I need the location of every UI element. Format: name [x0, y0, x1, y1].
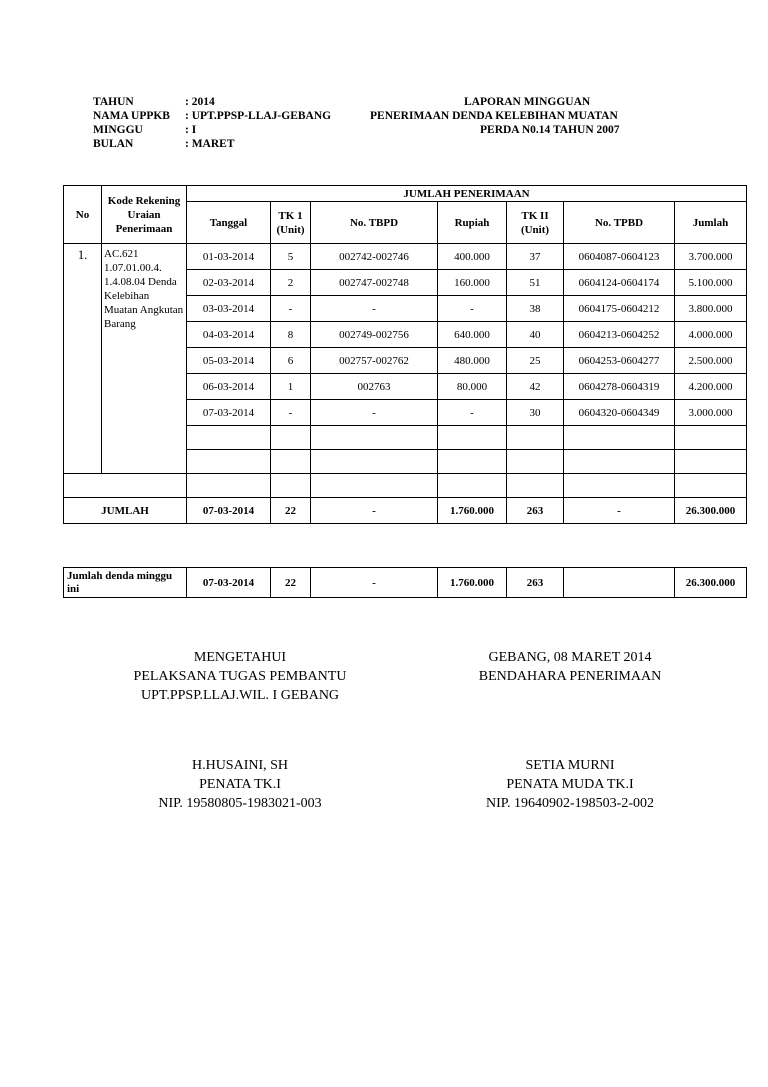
sig-left-pangkat: PENATA TK.I — [199, 777, 281, 792]
summary-label: Jumlah denda minggu ini — [64, 568, 187, 598]
signature-right-header — [420, 648, 720, 686]
total-tanggal: 07-03-2014 — [187, 498, 271, 524]
row-no: 1. — [64, 244, 102, 474]
penerimaan-table — [63, 185, 747, 524]
cell-tpbd: 0604175-0604212 — [564, 296, 675, 322]
cell-jumlah: 3.800.000 — [675, 296, 747, 322]
cell-rupiah: 80.000 — [438, 374, 507, 400]
report-title-line3: PERDA N0.14 TAHUN 2007 — [480, 124, 620, 136]
summary-table — [63, 567, 747, 598]
cell-tk1: 2 — [271, 270, 311, 296]
value-minggu: : I — [185, 124, 197, 136]
cell-tk2: 30 — [507, 400, 564, 426]
total-tpbd: - — [564, 498, 675, 524]
cell-tpbd: 0604253-0604277 — [564, 348, 675, 374]
table-row — [64, 244, 747, 270]
cell-tk1: - — [271, 296, 311, 322]
sig-right-nama: SETIA MURNI — [525, 758, 615, 773]
total-label: JUMLAH — [64, 498, 187, 524]
label-tahun: TAHUN — [93, 96, 134, 108]
cell-rupiah: 400.000 — [438, 244, 507, 270]
cell-jumlah: 5.100.000 — [675, 270, 747, 296]
summary-tanggal: 07-03-2014 — [187, 568, 271, 598]
cell-tk2: 25 — [507, 348, 564, 374]
cell-tbpd: 002749-002756 — [311, 322, 438, 348]
cell-tbpd: 002747-002748 — [311, 270, 438, 296]
value-tahun: : 2014 — [185, 96, 215, 108]
cell-tanggal: 06-03-2014 — [187, 374, 271, 400]
total-row — [64, 498, 747, 524]
sig-left-nama: H.HUSAINI, SH — [191, 758, 289, 773]
sig-left-unit: UPT.PPSP.LLAJ.WIL. I GEBANG — [140, 688, 340, 703]
cell-tk1: 8 — [271, 322, 311, 348]
summary-tpbd — [564, 568, 675, 598]
summary-tk1: 22 — [271, 568, 311, 598]
cell-jumlah: 3.000.000 — [675, 400, 747, 426]
value-nama-uppkb: : UPT.PPSP-LLAJ-GEBANG — [185, 110, 332, 122]
cell-tanggal: 01-03-2014 — [187, 244, 271, 270]
label-nama-uppkb: NAMA UPPKB — [93, 110, 170, 122]
cell-rupiah: 160.000 — [438, 270, 507, 296]
cell-tk1: 5 — [271, 244, 311, 270]
cell-tanggal: 03-03-2014 — [187, 296, 271, 322]
cell-tbpd: 002742-002746 — [311, 244, 438, 270]
cell-tk2: 51 — [507, 270, 564, 296]
signature-right-name — [420, 756, 720, 813]
summary-tk2: 263 — [507, 568, 564, 598]
summary-tbpd: - — [311, 568, 438, 598]
cell-tpbd: 0604320-0604349 — [564, 400, 675, 426]
col-header-tanggal: Tanggal — [187, 202, 271, 244]
table-row-empty — [64, 474, 747, 498]
sig-left-mengetahui: MENGETAHUI — [193, 650, 287, 665]
cell-tbpd: 002763 — [311, 374, 438, 400]
value-bulan: : MARET — [185, 138, 235, 150]
cell-jumlah: 3.700.000 — [675, 244, 747, 270]
cell-tk2: 37 — [507, 244, 564, 270]
sig-right-place-date: GEBANG, 08 MARET 2014 — [488, 650, 652, 665]
report-title-line2: PENERIMAAN DENDA KELEBIHAN MUATAN — [370, 110, 618, 122]
cell-tk1: 1 — [271, 374, 311, 400]
col-header-tk1: TK 1 (Unit) — [271, 202, 311, 244]
header-labels — [93, 95, 170, 151]
total-tbpd: - — [311, 498, 438, 524]
total-tk2: 263 — [507, 498, 564, 524]
cell-tanggal: 04-03-2014 — [187, 322, 271, 348]
cell-tpbd: 0604213-0604252 — [564, 322, 675, 348]
summary-rupiah: 1.760.000 — [438, 568, 507, 598]
col-header-tpbd: No. TPBD — [564, 202, 675, 244]
cell-tk1: - — [271, 400, 311, 426]
cell-tpbd: 0604087-0604123 — [564, 244, 675, 270]
total-jumlah: 26.300.000 — [675, 498, 747, 524]
cell-jumlah: 4.200.000 — [675, 374, 747, 400]
cell-rupiah: 640.000 — [438, 322, 507, 348]
sig-right-nip: NIP. 19640902-198503-2-002 — [486, 796, 654, 811]
total-rupiah: 1.760.000 — [438, 498, 507, 524]
cell-tanggal: 07-03-2014 — [187, 400, 271, 426]
report-title-line1: LAPORAN MINGGUAN — [464, 96, 591, 108]
label-bulan: BULAN — [93, 138, 134, 150]
cell-tk1: 6 — [271, 348, 311, 374]
col-header-tk2: TK II (Unit) — [507, 202, 564, 244]
cell-tk2: 40 — [507, 322, 564, 348]
cell-jumlah: 2.500.000 — [675, 348, 747, 374]
col-header-jumlah: Jumlah — [675, 202, 747, 244]
cell-rupiah: 480.000 — [438, 348, 507, 374]
cell-rupiah: - — [438, 400, 507, 426]
cell-tpbd: 0604278-0604319 — [564, 374, 675, 400]
sig-left-nip: NIP. 19580805-1983021-003 — [158, 796, 322, 811]
col-header-no: No — [64, 186, 102, 244]
sig-right-pangkat: PENATA MUDA TK.I — [506, 777, 634, 792]
col-header-tbpd: No. TBPD — [311, 202, 438, 244]
cell-tk2: 42 — [507, 374, 564, 400]
summary-jumlah: 26.300.000 — [675, 568, 747, 598]
summary-row — [64, 568, 747, 598]
sig-right-jabatan: BENDAHARA PENERIMAAN — [478, 669, 662, 684]
label-minggu: MINGGU — [93, 124, 143, 136]
signature-left-name — [90, 756, 390, 813]
cell-tanggal: 02-03-2014 — [187, 270, 271, 296]
cell-tbpd: - — [311, 400, 438, 426]
cell-tk2: 38 — [507, 296, 564, 322]
col-header-group: JUMLAH PENERIMAAN — [187, 186, 747, 202]
signature-left-header — [90, 648, 390, 705]
cell-tanggal: 05-03-2014 — [187, 348, 271, 374]
sig-left-jabatan: PELAKSANA TUGAS PEMBANTU — [133, 669, 347, 684]
total-tk1: 22 — [271, 498, 311, 524]
cell-rupiah: - — [438, 296, 507, 322]
col-header-kode: Kode Rekening Uraian Penerimaan — [102, 186, 187, 244]
row-kode: AC.621 1.07.01.00.4. 1.4.08.04 Denda Kelebihan Muatan Angkutan Barang — [102, 244, 187, 474]
cell-tbpd: - — [311, 296, 438, 322]
cell-tpbd: 0604124-0604174 — [564, 270, 675, 296]
cell-tbpd: 002757-002762 — [311, 348, 438, 374]
cell-jumlah: 4.000.000 — [675, 322, 747, 348]
col-header-rupiah: Rupiah — [438, 202, 507, 244]
header-values — [185, 95, 331, 151]
